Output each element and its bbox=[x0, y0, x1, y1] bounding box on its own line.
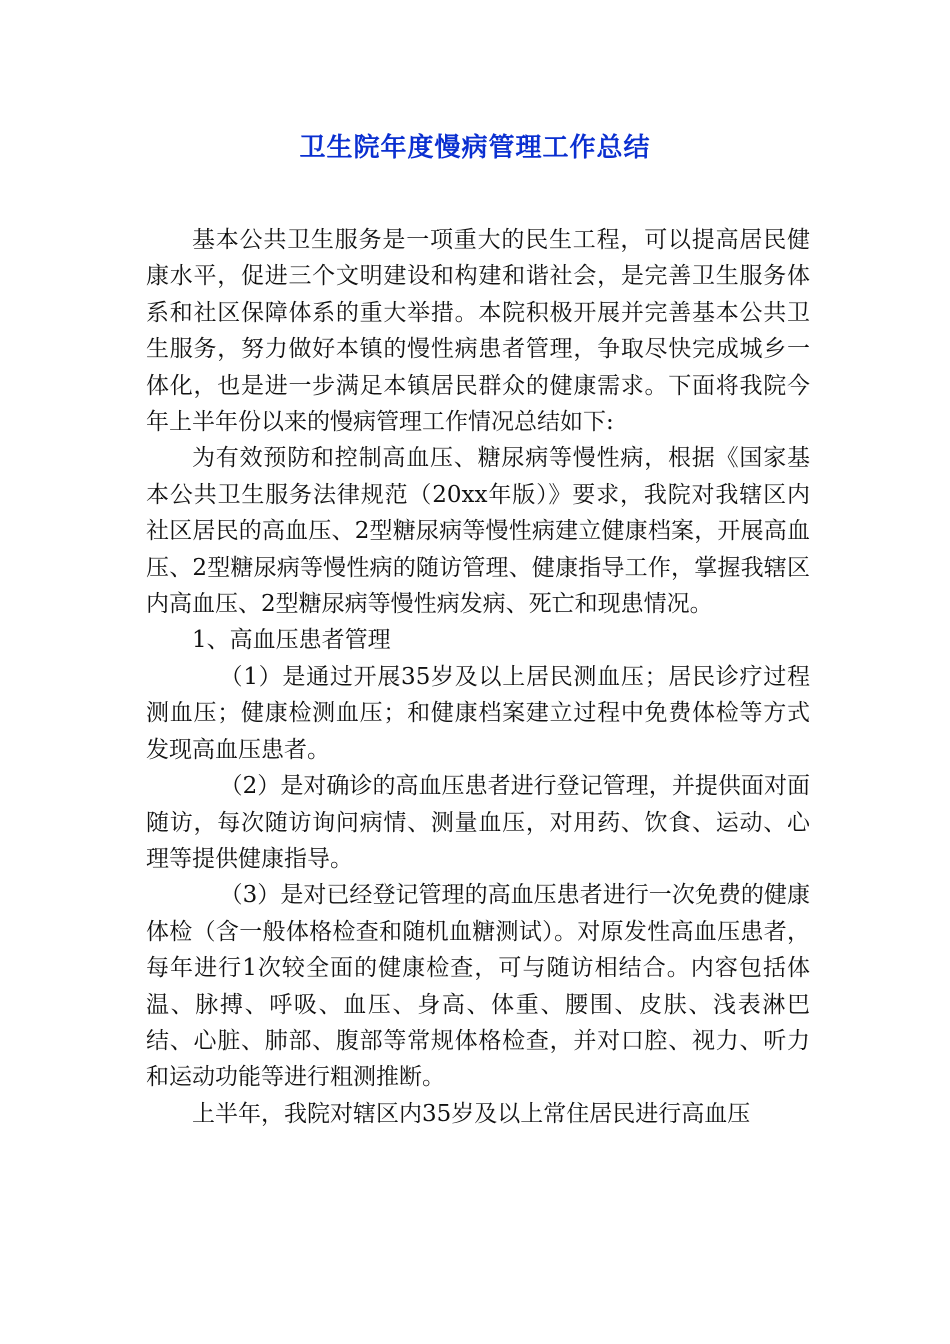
paragraph-first-half: 上半年，我院对辖区内35岁及以上常住居民进行高血压 bbox=[192, 1100, 751, 1127]
section-heading-hypertension: 1、高血压患者管理 bbox=[192, 627, 391, 654]
document-title: 卫生院年度慢病管理工作总结 bbox=[299, 133, 651, 163]
document-body bbox=[146, 222, 810, 1132]
paragraph-item-1: （1）是通过开展35岁及以上居民测血压；居民诊疗过程测血压；健康检测血压；和健康档案建立过程中免费体检等方式发现高血压患者。 bbox=[146, 663, 810, 763]
paragraph-intro: 基本公共卫生服务是一项重大的民生工程，可以提高居民健康水平，促进三个文明建设和构建和谐社会，是完善卫生服务体系和社区保障体系的重大举措。本院积极开展并完善基本公共卫生服务，努力做好本镇的慢性病患者管理，争取尽快完成城乡一体化，也是进一步满足本镇居民群众的健康需求。下面将我院今年上半年份以来的慢病管理工作情况总结如下: bbox=[146, 227, 810, 436]
paragraph-item-2: （2）是对确诊的高血压患者进行登记管理，并提供面对面随访，每次随访询问病情、测量血压，对用药、饮食、运动、心理等提供健康指导。 bbox=[146, 773, 810, 872]
paragraph-item-3: （3）是对已经登记管理的高血压患者进行一次免费的健康体检（含一般体格检查和随机血糖测试）。对原发性高血压患者，每年进行1次较全面的健康检查，可与随访相结合。内容包括体温、脉搏、呼吸、血压、身高、体重、腰围、皮肤、浅表淋巴结、心脏、肺部、腹部等常规体格检查，并对口腔、视力、听力和运动功能等进行粗测推断。 bbox=[146, 882, 810, 1091]
paragraph-prevention: 为有效预防和控制高血压、糖尿病等慢性病，根据《国家基本公共卫生服务法律规范（20xx年版）》要求，我院对我辖区内社区居民的高血压、2型糖尿病等慢性病建立健康档案，开展高血压、2型糖尿病等慢性病的随访管理、健康指导工作，掌握我辖区内高血压、2型糖尿病等慢性病发病、死亡和现患情况。 bbox=[146, 445, 810, 618]
